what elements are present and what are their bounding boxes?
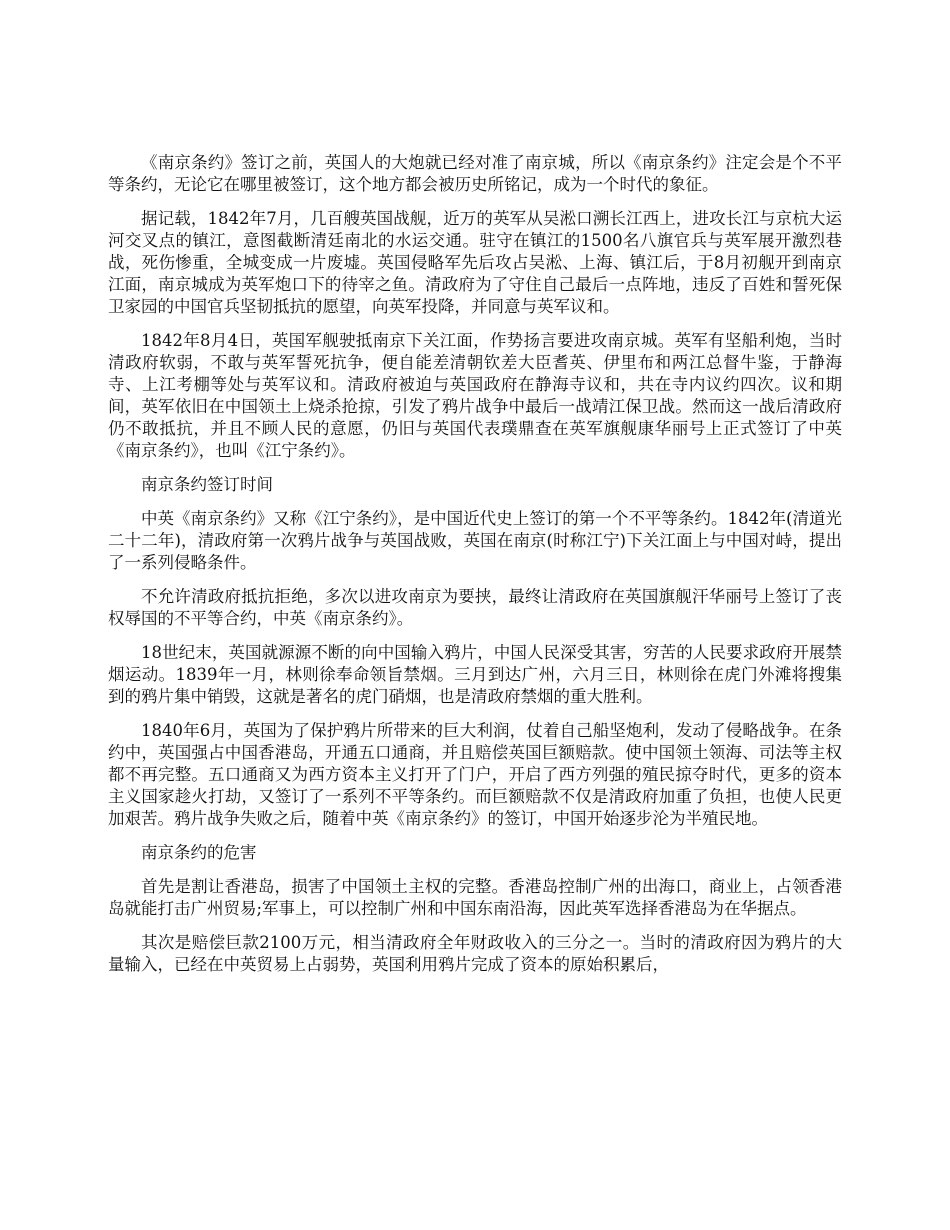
document-body bbox=[108, 152, 842, 988]
section-heading-harms: 南京条约的危害 bbox=[141, 843, 257, 862]
section-heading-signing-time: 南京条约签订时间 bbox=[141, 475, 273, 494]
paragraph-treaty-definition: 中英《南京条约》又称《江宁条约》，是中国近代史上签订的第一个不平等条约。1842年(清道光二十二年)，清政府第一次鸦片战争与英国战败，英国在南京(时称江宁)下关江面上与中国对峙，提出了一系列侵略条件。 bbox=[108, 509, 842, 572]
paragraph-opium-ban: 18世纪末，英国就源源不断的向中国输入鸦片，中国人民深受其害，穷苦的人民要求政府开展禁烟运动。1839年一月，林则徐奉命领旨禁烟。三月到达广州，六月三日，林则徐在虎门外滩将搜集到的鸦片集中销毁，这就是著名的虎门硝烟，也是清政府禁烟的重大胜利。 bbox=[108, 643, 842, 706]
paragraph-indemnity: 其次是赔偿巨款2100万元，相当清政府全年财政收入的三分之一。当时的清政府因为鸦片的大量输入，已经在中英贸易上占弱势，英国利用鸦片完成了资本的原始积累后， bbox=[108, 933, 842, 974]
paragraph-august-4: 1842年8月4日，英国军舰驶抵南京下关江面，作势扬言要进攻南京城。英军有坚船利炮，当时清政府软弱，不敢与英军誓死抗争，便自能差清朝钦差大臣耆英、伊里布和两江总督牛鉴，于静海寺、上江考棚等处与英军议和。清政府被迫与英国政府在静海寺议和，共在寺内议约四次。议和期间，英军依旧在中国领土上烧杀抢掠，引发了鸦片战争中最后一战靖江保卫战。然而这一战后清政府仍不敢抵抗，并且不顾人民的意愿，仍旧与英国代表璞鼎查在英军旗舰康华丽号上正式签订了中英《南京条约》，也叫《江宁条约》。 bbox=[108, 331, 842, 460]
paragraph-intro: 《南京条约》签订之前，英国人的大炮就已经对准了南京城，所以《南京条约》注定会是个不平等条约，无论它在哪里被签订，这个地方都会被历史所铭记，成为一个时代的象征。 bbox=[108, 153, 842, 194]
paragraph-forced-signing: 不允许清政府抵抗拒绝，多次以进攻南京为要挟，最终让清政府在英国旗舰汗华丽号上签订了丧权辱国的不平等合约，中英《南京条约》。 bbox=[108, 587, 842, 628]
paragraph-record-1842-july: 据记载，1842年7月，几百艘英国战舰，近万的英军从吴淞口溯长江西上，进攻长江与京杭大运河交叉点的镇江，意图截断清廷南北的水运交通。驻守在镇江的1500名八旗官兵与英军展开激烈巷战，死伤惨重，全城变成一片废墟。英国侵略军先后攻占吴淞、上海、镇江后，于8月初舰开到南京江面，南京城成为英军炮口下的待宰之鱼。清政府为了守住自己最后一点阵地，违反了百姓和誓死保卫家园的中国官兵坚韧抵抗的愿望，向英军投降，并同意与英军议和。 bbox=[108, 209, 842, 316]
paragraph-war-1840: 1840年6月，英国为了保护鸦片所带来的巨大利润，仗着自己船坚炮利，发动了侵略战争。在条约中，英国强占中国香港岛，开通五口通商，并且赔偿英国巨额赔款。使中国领土领海、司法等主权都不再完整。五口通商又为西方资本主义打开了门户，开启了西方列强的殖民掠夺时代，更多的资本主义国家趁火打劫，又签订了一系列不平等条约。而巨额赔款不仅是清政府加重了负担，也使人民更加艰苦。鸦片战争失败之后，随着中英《南京条约》的签订，中国开始逐步沦为半殖民地。 bbox=[108, 721, 842, 828]
paragraph-hong-kong-cession: 首先是割让香港岛，损害了中国领土主权的完整。香港岛控制广州的出海口，商业上，占领香港岛就能打击广州贸易;军事上，可以控制广州和中国东南沿海，因此英军选择香港岛为在华据点。 bbox=[108, 877, 842, 918]
